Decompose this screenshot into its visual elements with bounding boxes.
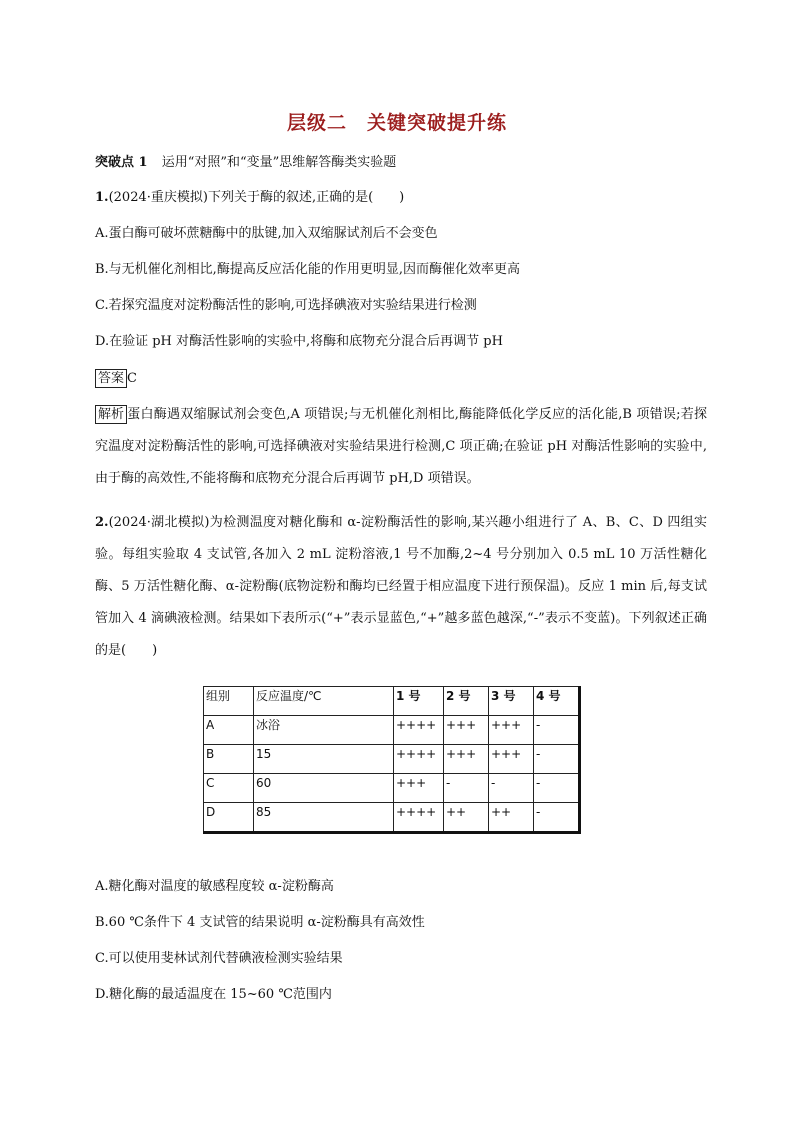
table-header-cell: 3 号 — [489, 687, 534, 716]
table-cell: ++++ — [394, 745, 444, 774]
breakthrough-heading — [95, 154, 705, 172]
q2-stem-paragraph — [95, 507, 707, 667]
analysis-label: 解析 — [95, 405, 127, 424]
table-cell: 85 — [254, 803, 394, 833]
q2-number: 2. — [95, 515, 109, 530]
table-cell: C — [204, 774, 254, 803]
q1-number: 1. — [95, 190, 109, 205]
q1-option-a: A.蛋白酶可破坏蔗糖酶中的肽键,加入双缩脲试剂后不会变色 — [95, 226, 438, 241]
table-cell: B — [204, 745, 254, 774]
q1-answer-line — [95, 369, 705, 388]
breakthrough-text: 运用“对照”和“变量”思维解答酶类实验题 — [161, 155, 397, 170]
table-cell: - — [534, 745, 580, 774]
table-cell: 60 — [254, 774, 394, 803]
q2-option-d: D.糖化酶的最适温度在 15~60 ℃范围内 — [95, 987, 332, 1002]
q1-analysis-paragraph — [95, 399, 707, 495]
table-cell: 冰浴 — [254, 716, 394, 745]
table-cell: +++ — [489, 716, 534, 745]
table-cell: +++ — [444, 716, 489, 745]
table-row — [204, 774, 580, 803]
table-header-cell: 2 号 — [444, 687, 489, 716]
table-cell: +++ — [444, 745, 489, 774]
table-header-row — [204, 687, 580, 716]
q2-option-b: B.60 ℃条件下 4 支试管的结果说明 α-淀粉酶具有高效性 — [95, 915, 425, 930]
q1-answer: C — [127, 371, 137, 386]
table-cell: ++ — [444, 803, 489, 833]
table-cell: - — [444, 774, 489, 803]
table-cell: 15 — [254, 745, 394, 774]
q2-option-a: A.糖化酶对温度的敏感程度较 α-淀粉酶高 — [95, 879, 334, 894]
breakthrough-label: 突破点 1 — [95, 155, 148, 170]
table-cell: ++ — [489, 803, 534, 833]
table-cell: A — [204, 716, 254, 745]
answer-label: 答案 — [95, 369, 127, 388]
table-header-cell: 1 号 — [394, 687, 444, 716]
table-cell: - — [534, 774, 580, 803]
q1-option-b: B.与无机催化剂相比,酶提高反应活化能的作用更明显,因而酶催化效率更高 — [95, 262, 520, 277]
table-cell: +++ — [489, 745, 534, 774]
table-header-cell: 反应温度/℃ — [254, 687, 394, 716]
q1-option-c: C.若探究温度对淀粉酶活性的影响,可选择碘液对实验结果进行检测 — [95, 298, 477, 313]
table-cell: - — [534, 803, 580, 833]
results-table — [203, 686, 581, 834]
page-title: 层级二 关键突破提升练 — [286, 112, 507, 134]
q1-stem: (2024·重庆模拟)下列关于酶的叙述,正确的是( ) — [108, 190, 405, 205]
q2-option-c: C.可以使用斐林试剂代替碘液检测实验结果 — [95, 951, 343, 966]
table-cell: - — [489, 774, 534, 803]
q1-option-d: D.在验证 pH 对酶活性影响的实验中,将酶和底物充分混合后再调节 pH — [95, 334, 503, 349]
table-cell: ++++ — [394, 803, 444, 833]
table-cell: +++ — [394, 774, 444, 803]
q2-stem: (2024·湖北模拟)为检测温度对糖化酶和 α-淀粉酶活性的影响,某兴趣小组进行了 A、B、C、D 四组实验。每组实验取 4 支试管,各加入 2 mL 淀粉溶液,1 号不加酶,2~4 号分别加入 0.5 mL 10 万活性糖化酶、5 万活性糖化酶、α-淀粉酶(底物淀粉和酶均已经置于相应温度下进行预保温)。反应 1 min 后,每支试管加入 4 滴碘液检测。结果如下表所示(“+”表示显蓝色,“+”越多蓝色越深,“-”表示不变蓝)。下列叙述正确的是( ) — [95, 515, 707, 658]
table-header-cell: 组别 — [204, 687, 254, 716]
table-row — [204, 803, 580, 833]
q1-stem-line — [95, 189, 705, 207]
table-cell: D — [204, 803, 254, 833]
table-header-cell: 4 号 — [534, 687, 580, 716]
table-cell: ++++ — [394, 716, 444, 745]
q1-analysis: 蛋白酶遇双缩脲试剂会变色,A 项错误;与无机催化剂相比,酶能降低化学反应的活化能,B 项错误;若探究温度对淀粉酶活性的影响,可选择碘液对实验结果进行检测,C 项正确;在验证 pH 对酶活性影响的实验中,由于酶的高效性,不能将酶和底物充分混合后再调节 pH,D 项错误。 — [95, 407, 707, 486]
table-cell: - — [534, 716, 580, 745]
table-row — [204, 745, 580, 774]
table-row — [204, 716, 580, 745]
